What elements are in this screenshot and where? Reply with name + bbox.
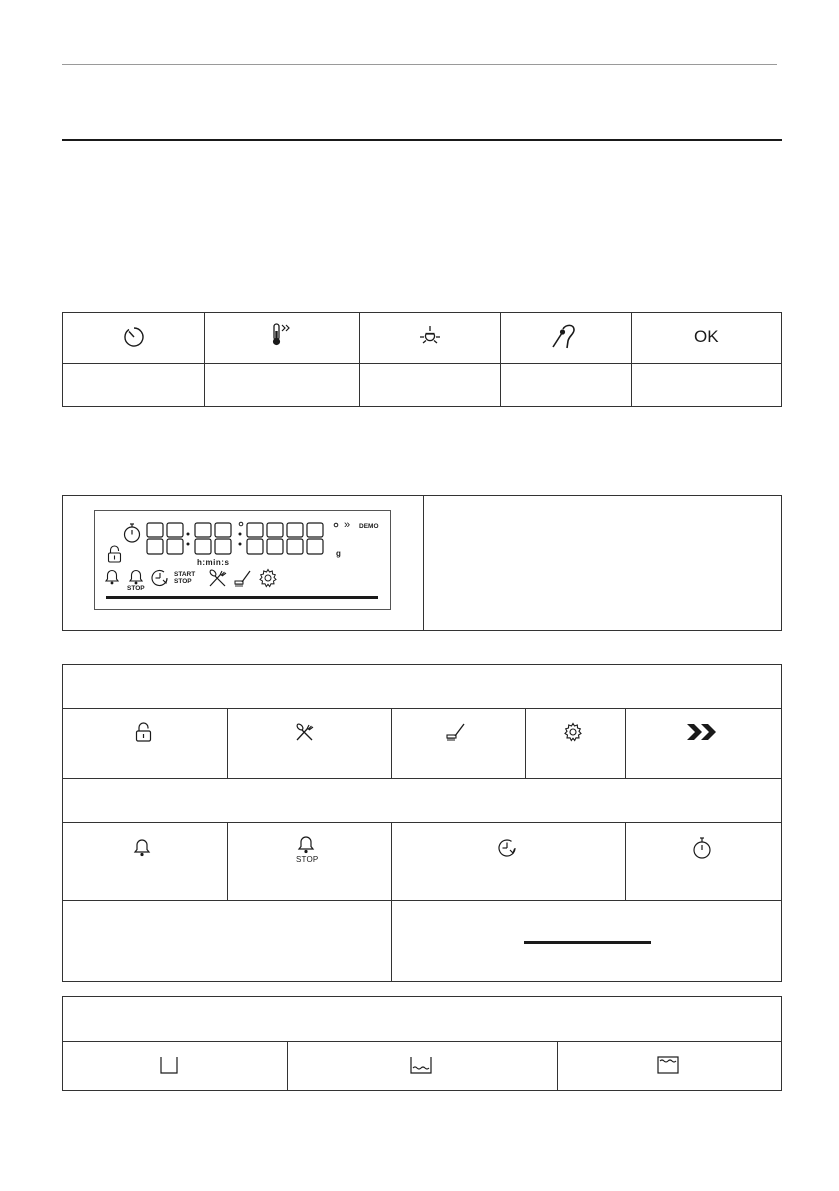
- header-rule: [62, 64, 777, 65]
- tank-full-icon: [656, 1055, 680, 1075]
- indicators-table: [62, 664, 782, 982]
- core-probe-icon: [550, 323, 578, 351]
- display-bell-stop-icon: [127, 567, 145, 587]
- bell-stop-icon: [296, 834, 316, 856]
- progress-bar-symbol: [524, 941, 651, 944]
- tank-empty-icon: [159, 1055, 179, 1075]
- double-chevron-icon: [685, 722, 719, 742]
- display-arrows: »: [344, 519, 351, 531]
- display-time-units: h:min:s: [197, 558, 230, 567]
- lamp-icon: [418, 325, 442, 349]
- display-delay-clock-icon: [150, 568, 170, 588]
- display-demo-label: DEMO: [359, 523, 379, 530]
- brush-icon: [445, 721, 467, 743]
- bell-stop-label: STOP: [296, 855, 319, 864]
- display-lock-icon: [107, 545, 122, 563]
- display-gear-icon: [258, 568, 278, 588]
- fast-heatup-thermometer-icon: [270, 322, 294, 348]
- lock-icon: [135, 722, 152, 742]
- display-stop-label: STOP: [174, 578, 192, 585]
- display-progress-bar: [106, 596, 378, 599]
- timer-clock-icon: [123, 326, 145, 348]
- display-cutlery-icon: [207, 568, 229, 588]
- water-tank-table: [62, 996, 782, 1091]
- display-bell-icon: [103, 567, 121, 587]
- cutlery-icon: [294, 722, 316, 742]
- ok-label: OK: [694, 327, 719, 346]
- gear-icon: [563, 722, 583, 742]
- display-brush-icon: [233, 568, 253, 588]
- display-weight-unit: g: [336, 549, 341, 558]
- tank-low-water-icon: [409, 1055, 433, 1075]
- section-rule: [62, 139, 782, 141]
- display-start-label: START: [174, 571, 196, 578]
- bell-icon: [132, 837, 152, 859]
- display-stopwatch-icon: [123, 522, 143, 544]
- delay-start-clock-icon: [496, 837, 518, 859]
- display-stop-under-bell: STOP: [127, 585, 145, 592]
- stopwatch-icon: [692, 836, 712, 860]
- display-digits: [145, 520, 340, 560]
